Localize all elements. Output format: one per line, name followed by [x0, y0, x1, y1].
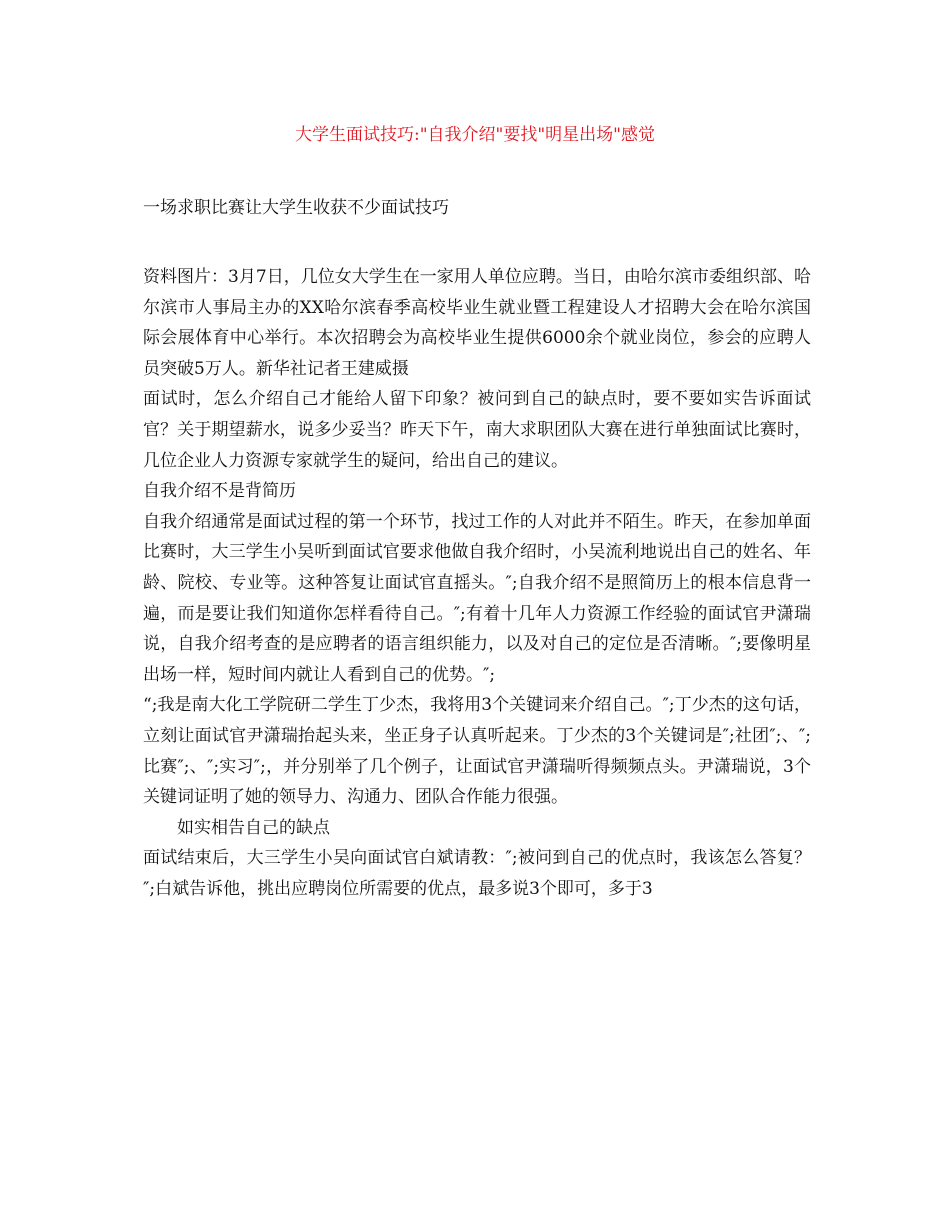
section-heading-self-intro: 自我介绍不是背简历 [143, 481, 296, 502]
document-subtitle: 一场求职比赛让大学生收获不少面试技巧 [143, 198, 449, 218]
section-heading-weakness: 如实相告自己的缺点 [177, 817, 330, 838]
paragraph-intro: 面试时，怎么介绍自己才能给人留下印象？被问到自己的缺点时，要不要如实告诉面试官？关于期望薪水，说多少妥当？昨天下午，南大求职团队大赛在进行单独面试比赛时，几位企业人力资源专家就学生的疑问，给出自己的建议。 [143, 389, 811, 471]
document-body [143, 262, 811, 904]
paragraph-keywords: “;我是南大化工学院研二学生丁少杰，我将用3个关键词来介绍自己。″;丁少杰的这句话，立刻让面试官尹潇瑞抬起头来，坐正身子认真听起来。丁少杰的3个关键词是″;社团″;、″;比赛″;、″;实习″;，并分别举了几个例子，让面试官尹潇瑞听得频频点头。尹潇瑞说，3个关键词证明了她的领导力、沟通力、团队合作能力很强。 [143, 695, 811, 808]
document-title: 大学生面试技巧:"自我介绍"要找"明星出场"感觉 [294, 125, 655, 145]
paragraph-weakness: 面试结束后，大三学生小吴向面试官白斌请教：″;被问到自己的优点时，我该怎么答复？″;白斌告诉他，挑出应聘岗位所需要的优点，最多说3个即可，多于3 [143, 848, 811, 899]
paragraph-photo-caption: 资料图片：3月7日，几位女大学生在一家用人单位应聘。当日，由哈尔滨市委组织部、哈尔滨市人事局主办的XX哈尔滨春季高校毕业生就业暨工程建设人才招聘大会在哈尔滨国际会展体育中心举行。本次招聘会为高校毕业生提供6000余个就业岗位，参会的应聘人员突破5万人。新华社记者王建威摄 [143, 267, 811, 379]
paragraph-self-intro: 自我介绍通常是面试过程的第一个环节，找过工作的人对此并不陌生。昨天，在参加单面比赛时，大三学生小吴听到面试官要求他做自我介绍时，小吴流利地说出自己的姓名、年龄、院校、专业等。这种答复让面试官直摇头。″;自我介绍不是照简历上的根本信息背一遍，而是要让我们知道你怎样看待自己。″;有着十几年人力资源工作经验的面试官尹潇瑞说，自我介绍考查的是应聘者的语言组织能力，以及对自己的定位是否清晰。″;要像明星出场一样，短时间内就让人看到自己的优势。″; [143, 511, 811, 685]
